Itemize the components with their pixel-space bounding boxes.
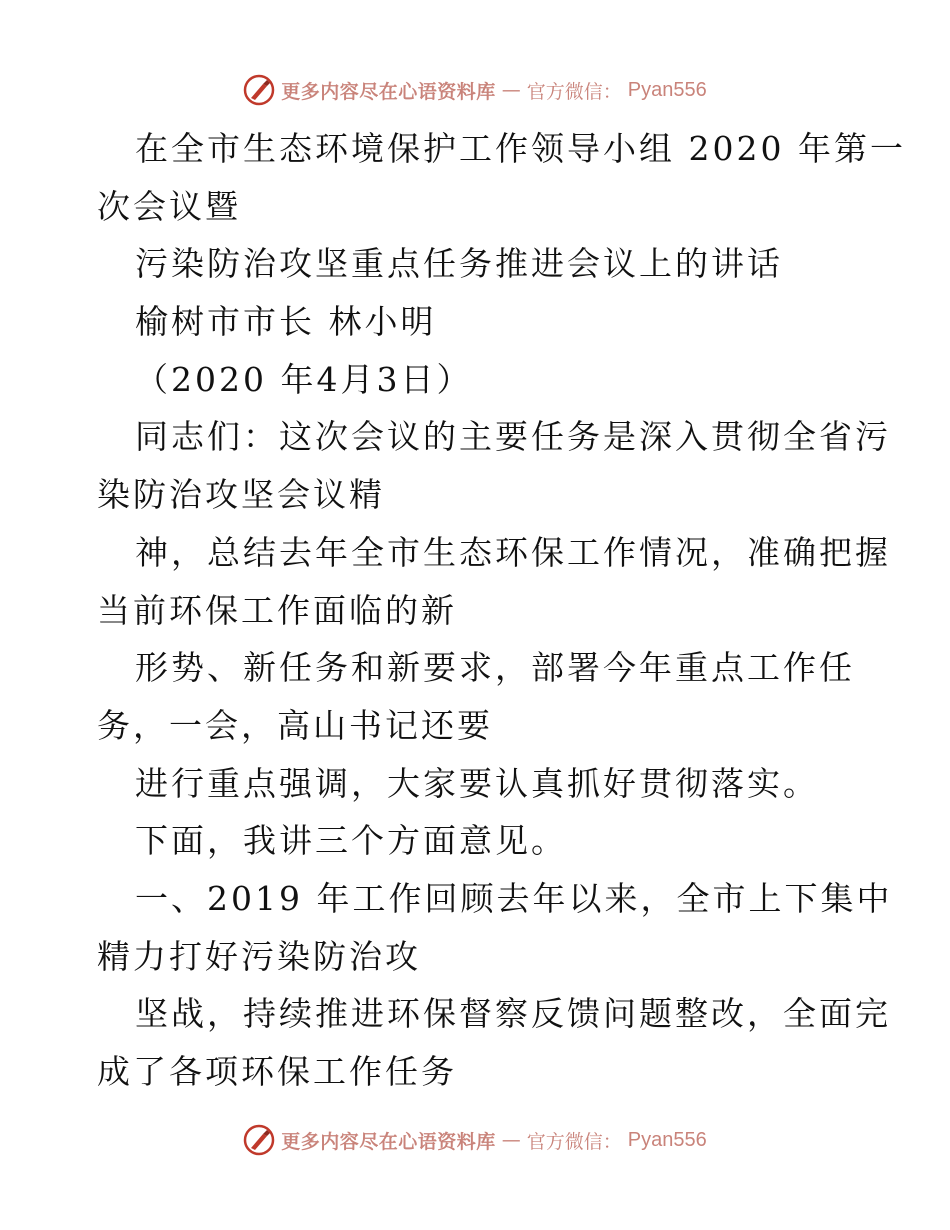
pen-logo-icon xyxy=(243,74,275,106)
paragraph-line: 同志们：这次会议的主要任务是深入贯彻全省污 xyxy=(135,417,891,457)
footer-watermark xyxy=(0,1122,950,1158)
title-line: 在全市生态环境保护工作领导小组 2020 年第一 xyxy=(135,129,906,168)
watermark-dash: — xyxy=(501,79,521,101)
watermark-site-text: 更多内容尽在心语资料库 xyxy=(281,80,496,103)
paragraph-line: 神，总结去年全市生态环保工作情况，准确把握 xyxy=(135,532,891,572)
watermark-label: 官方微信： xyxy=(526,1130,622,1153)
paragraph-line: 坚战，持续推进环保督察反馈问题整改，全面完 xyxy=(135,994,891,1034)
pen-logo-icon xyxy=(243,1124,275,1156)
title-line: 污染防治攻坚重点任务推进会议上的讲话 xyxy=(135,244,783,284)
document-body xyxy=(97,120,906,1101)
section-heading-line: 一、2019 年工作回顾去年以来，全市上下集中 xyxy=(135,878,893,918)
watermark-wechat-id: Pyan556 xyxy=(627,78,707,101)
paragraph-line: 成了各项环保工作任务 xyxy=(97,1052,457,1091)
watermark-dash: — xyxy=(501,1129,521,1151)
watermark-label: 官方微信： xyxy=(526,80,622,103)
paragraph-line: 下面，我讲三个方面意见。 xyxy=(135,821,567,861)
date-line: （2020 年4月3日） xyxy=(135,359,473,399)
paragraph-line: 进行重点强调，大家要认真抓好贯彻落实。 xyxy=(135,763,819,803)
header-watermark xyxy=(0,72,950,108)
paragraph-line: 务，一会，高山书记还要 xyxy=(97,705,493,745)
paragraph-line: 当前环保工作面临的新 xyxy=(97,590,457,630)
title-line: 次会议暨 xyxy=(97,186,241,226)
watermark-wechat-id: Pyan556 xyxy=(627,1128,707,1151)
paragraph-line: 染防治攻坚会议精 xyxy=(97,475,385,515)
paragraph-line: 精力打好污染防治攻 xyxy=(97,936,421,976)
paragraph-line: 形势、新任务和新要求，部署今年重点工作任 xyxy=(135,648,855,688)
watermark-site-text: 更多内容尽在心语资料库 xyxy=(281,1130,496,1153)
speaker-line: 榆树市市长 林小明 xyxy=(135,302,437,342)
